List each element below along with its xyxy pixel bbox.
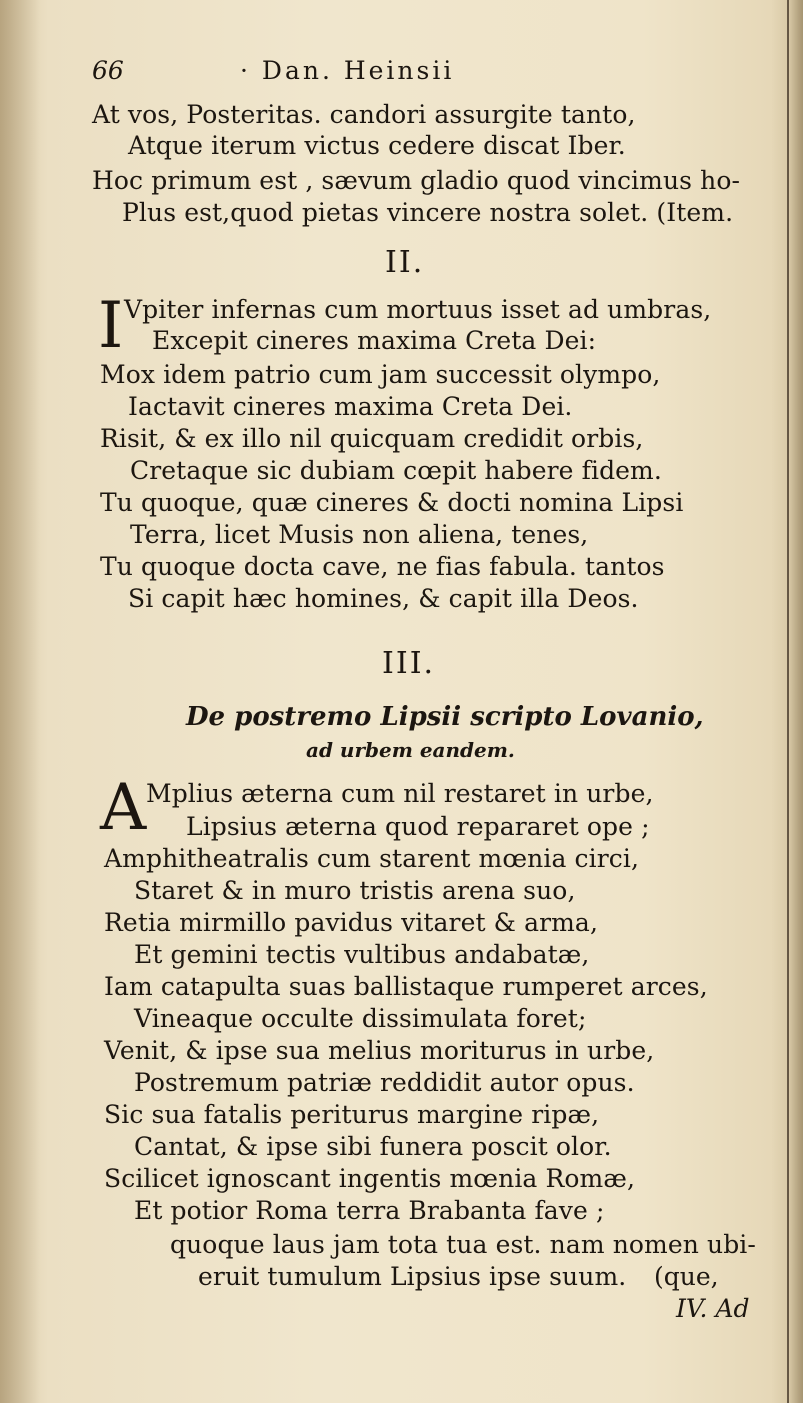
verse-line: Cretaque sic dubiam cœpit habere fidem.: [130, 456, 662, 485]
verse-line: Atque iterum victus cedere discat Iber.: [128, 131, 626, 160]
page-edge: [787, 0, 803, 1403]
verse-line: Staret & in muro tristis arena suo,: [134, 876, 576, 905]
verse-line: Excepit cineres maxima Creta Dei:: [152, 326, 597, 355]
verse-line: Lipsius æterna quod repararet ope ;: [186, 812, 650, 841]
verse-line: eruit tumulum Lipsius ipse suum.: [198, 1262, 627, 1291]
poem-title: De postremo Lipsii scripto Lovanio,: [186, 702, 704, 732]
verse-line: quoque laus jam tota tua est. nam nomen ubi-: [170, 1230, 756, 1259]
verse-line: Sic sua fatalis periturus margine ripæ,: [104, 1100, 600, 1129]
poem-subtitle: ad urbem eandem.: [306, 738, 515, 762]
verse-line: Vineaque occulte dissimulata foret;: [134, 1004, 587, 1033]
verse-line: Et gemini tectis vultibus andabatæ,: [134, 940, 590, 969]
page-gutter-shadow: [0, 0, 40, 1403]
verse-line: Retia mirmillo pavidus vitaret & arma,: [104, 908, 598, 937]
verse-line: Si capit hæc homines, & capit illa Deos.: [128, 584, 639, 613]
catchword: IV. Ad: [676, 1294, 750, 1323]
verse-line: Risit, & ex illo nil quicquam credidit orbis,: [100, 424, 644, 453]
verse-line: Venit, & ipse sua melius moriturus in urbe,: [104, 1036, 655, 1065]
verse-line: Mplius æterna cum nil restaret in urbe,: [146, 779, 654, 808]
verse-line: Mox idem patrio cum jam successit olympo,: [100, 360, 661, 389]
verse-line: Postremum patriæ reddidit autor opus.: [134, 1068, 635, 1097]
verse-line: Plus est,quod pietas vincere nostra solet. (Item.: [122, 198, 734, 227]
section-numeral: II.: [385, 245, 425, 280]
verse-line: Tu quoque docta cave, ne fias fabula. tantos: [100, 552, 665, 581]
verse-line: Amphitheatralis cum starent mœnia circi,: [104, 844, 640, 873]
verse-line: Scilicet ignoscant ingentis mœnia Romæ,: [104, 1164, 635, 1193]
drop-cap: A: [100, 771, 147, 845]
verse-line: Iactavit cineres maxima Creta Dei.: [128, 392, 573, 421]
verse-line: Iam catapulta suas ballistaque rumperet arces,: [104, 972, 708, 1001]
verse-line: Tu quoque, quæ cineres & docti nomina Lipsi: [100, 488, 684, 517]
verse-line: Et potior Roma terra Brabanta fave ;: [134, 1196, 605, 1225]
turnover-word: (que,: [654, 1262, 719, 1291]
section-numeral: III.: [382, 646, 436, 681]
verse-line: Vpiter infernas cum mortuus isset ad umbras,: [124, 295, 712, 324]
verse-line: Terra, licet Musis non aliena, tenes,: [130, 520, 589, 549]
drop-cap: I: [98, 289, 124, 363]
verse-line: Cantat, & ipse sibi funera poscit olor.: [134, 1132, 612, 1161]
verse-line: Hoc primum est , sævum gladio quod vincimus ho-: [92, 166, 741, 195]
verse-line: At vos, Posteritas. candori assurgite tanto,: [92, 100, 636, 129]
running-head: · Dan. Heinsii: [240, 56, 455, 85]
page-number: 66: [92, 56, 124, 85]
